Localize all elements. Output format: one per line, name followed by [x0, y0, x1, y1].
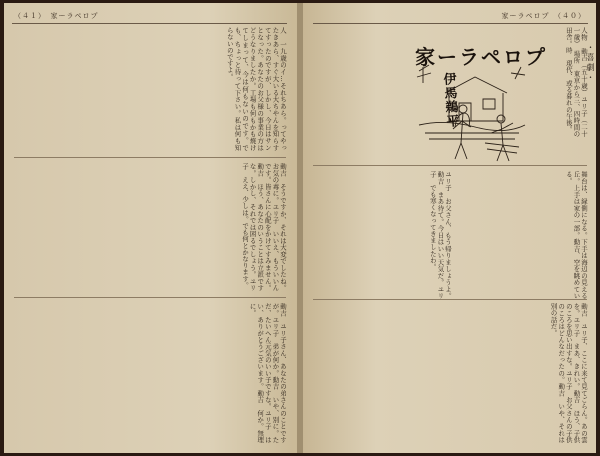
left-text-tier-2: 動吉 そうですか、それは大変でしたね。お気の毒に。ユリ子 いいえ、もういいんです。皆さんに心配をかけてすみません。動吉 ほう、あなたのいうことは立派ですな。しかし、それでは困るでしょう。ユリ子 ええ、少しは。でも何とかなります。: [241, 163, 287, 291]
tier-divider: [313, 165, 587, 166]
header-rule: [12, 23, 287, 24]
left-text-tier-3: 動吉 ユリ子さん、あなたの弟さんのことですが。ユリ子 弟が何か。動吉 いや、別に。ただ、たいへん元気のいい子ですな。ユリ子 はい、ありがとうございます。動吉 何か。無理に。: [248, 303, 287, 443]
right-text-tier-2-continued: ユリ子 お父さん、もう帰りましょうよ。動吉 まあ待て。今日はいい天気だ。ユリ子 でも寒くなってきましたわ。: [428, 171, 452, 299]
genre-label: ・喜劇・: [586, 43, 595, 83]
right-text-tier-2: 舞台は、縁側になる。下手は海辺の見える丘。上手は家の一部。動吉、空を眺めている。: [564, 171, 588, 299]
right-running-header: 家ーラペロプ （４０）: [501, 12, 586, 20]
book-spread: [4, 3, 596, 453]
tier-divider: [14, 297, 286, 298]
left-text-tier-1: 人 一九歳のイ…それちあら。ってやったきあら、すぐ大いる大ちやんを知らすてすったのですが、しかし、今日はサンとなった。あなたのお父様の事業の方はどうなりましたか。工場も何もかも焼けてしまって、今は何もないのです。でも、ちょっと待って下さい。私は何も知らないのですよ。: [225, 27, 287, 151]
left-page: [4, 3, 297, 453]
header-rule: [313, 23, 588, 24]
author-name: 伊馬鵜平: [440, 71, 459, 129]
tier-divider: [14, 157, 286, 158]
left-running-header: （４１） 家ーラペロプ: [14, 12, 99, 20]
cast-and-setting: 人物 動吉（五十歳）ユリ子（二十一歳） 場所 東京から三、四時間の田舎。時 現代、或る暮れの午後。: [564, 27, 588, 137]
right-text-tier-3: 動吉 ユリ子、ここに来て見てごらん。あの雲を。ユリ子 まあ、きれい。動吉 ほう、子供のころを思い出すな。ユリ子 お父さんの子供のころはどんなだったの。動吉 いや、それは別の話だ。: [549, 303, 588, 443]
tier-divider: [313, 299, 587, 300]
play-title: 家ーラペロプ: [415, 45, 547, 69]
right-page: [303, 3, 596, 453]
